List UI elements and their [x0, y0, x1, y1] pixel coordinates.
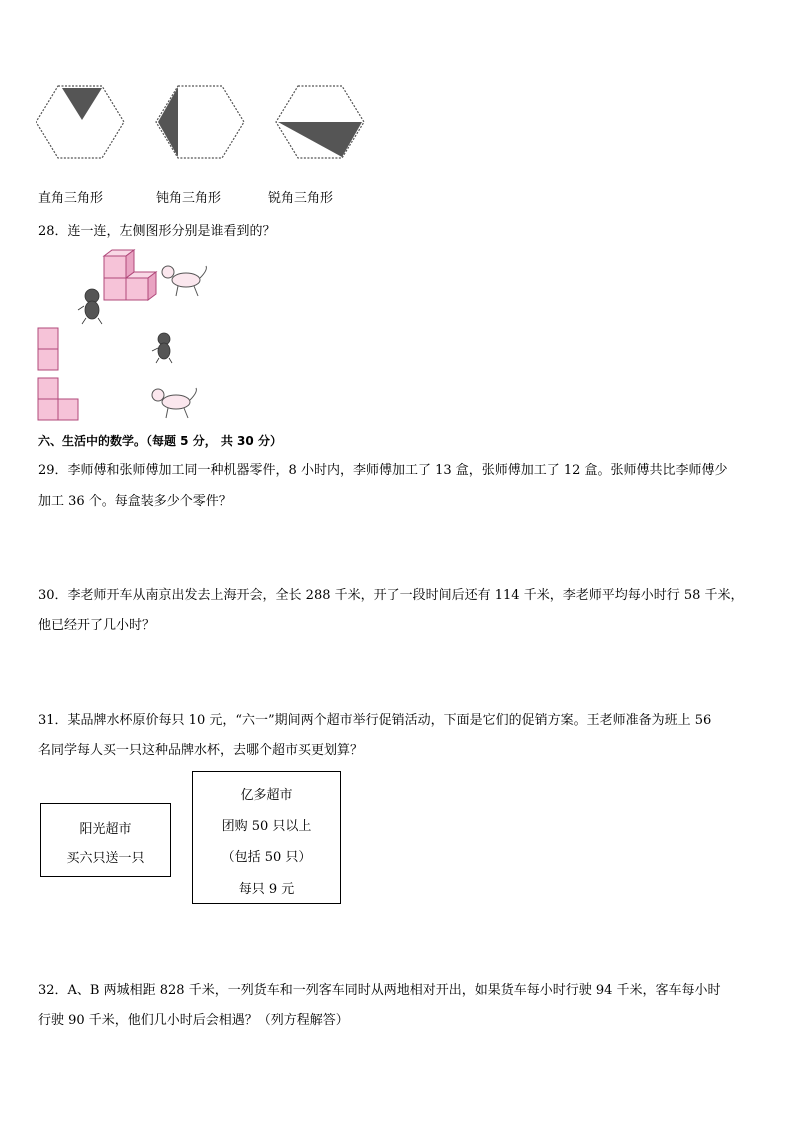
label-obtuse-triangle: 钝角三角形	[156, 191, 222, 206]
question-31-line-1: 31．某品牌水杯原价每只 10 元，“六一”期间两个超市举行促销活动，下面是它们的促销方案。王老师准备为班上 56	[38, 713, 712, 728]
hexagon-figures	[36, 82, 366, 164]
question-32-line-1: 32．A、B 两城相距 828 千米，一列货车和一列客车同时从两地相对开出，如果货车每小时行驶 94 千米，客车每小时	[38, 983, 721, 998]
monkey-icon	[78, 289, 102, 324]
store-a-box	[40, 803, 171, 877]
label-acute-triangle: 锐角三角形	[268, 191, 334, 206]
shaded-triangle-obtuse	[158, 87, 178, 157]
cube-stack	[104, 250, 156, 300]
section-6-title: 六、生活中的数学。（每题 5 分， 共 30 分）	[38, 434, 282, 448]
question-31-line-2: 名同学每人买一只这种品牌水杯，去哪个超市买更划算？	[38, 743, 364, 758]
shaded-triangle-right	[62, 88, 102, 120]
label-right-triangle: 直角三角形	[38, 191, 104, 206]
question-28: 28．连一连，左侧图形分别是谁看到的？	[38, 224, 276, 239]
hexagon-obtuse-triangle	[156, 86, 244, 158]
store-b-offer-1: 团购 50 只以上	[221, 819, 312, 834]
view-shape-2	[38, 378, 78, 420]
shaded-triangle-acute	[278, 122, 362, 157]
dog-icon	[152, 388, 196, 418]
hexagon-right-triangle	[36, 86, 124, 158]
monkey-icon	[152, 333, 172, 363]
store-b-name: 亿多超市	[240, 788, 293, 803]
question-30-line-2: 他已经开了几小时？	[38, 618, 156, 633]
store-b-offer-3: 每只 9 元	[238, 882, 295, 897]
view-shape-1	[38, 328, 58, 370]
question-29-line-2: 加工 36 个。每盒装多少个零件？	[38, 494, 232, 509]
store-b-box	[192, 771, 341, 904]
q28-figure	[36, 248, 216, 426]
store-a-name: 阳光超市	[79, 822, 132, 837]
question-32-line-2: 行驶 90 千米，他们几小时后会相遇？（列方程解答）	[38, 1013, 349, 1028]
question-30-line-1: 30．李老师开车从南京出发去上海开会，全长 288 千米，开了一段时间后还有 114 千米，李老师平均每小时行 58 千米，	[38, 588, 744, 603]
hexagon-acute-triangle	[276, 86, 364, 158]
store-b-offer-2: （包括 50 只）	[221, 850, 312, 865]
question-29-line-1: 29．李师傅和张师傅加工同一种机器零件，8 小时内，李师傅加工了 13 盒，张师傅加工了 12 盒。张师傅共比李师傅少	[38, 463, 728, 478]
dog-icon	[162, 266, 206, 296]
store-a-offer: 买六只送一只	[66, 851, 145, 866]
